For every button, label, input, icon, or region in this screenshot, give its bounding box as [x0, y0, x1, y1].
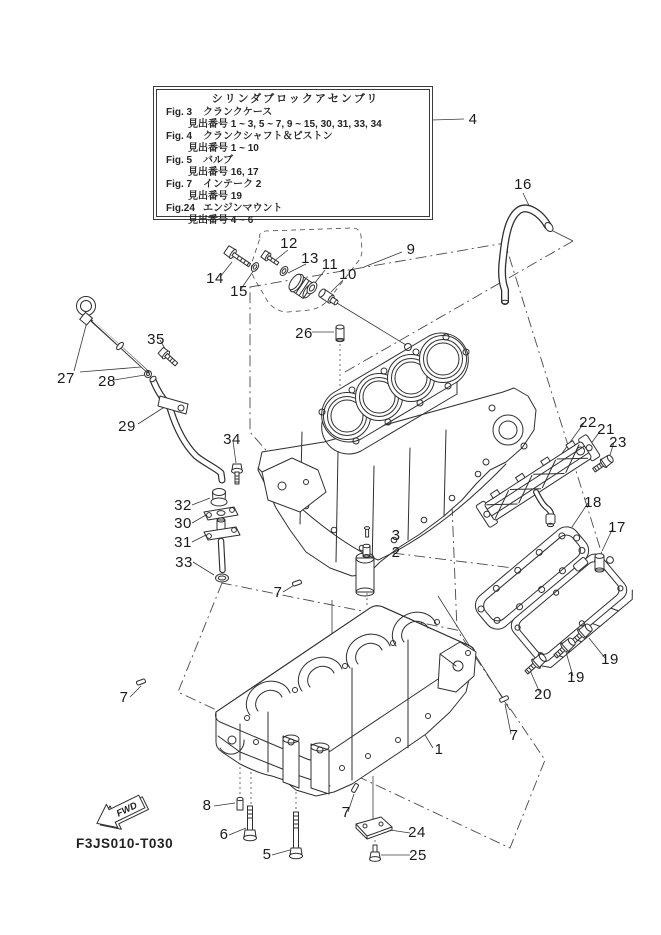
- fig-detail: 見出番号 1 ~ 3, 5 ~ 7, 9 ~ 15, 30, 31, 33, 34: [188, 119, 382, 130]
- info-row: [166, 107, 425, 119]
- washer-13: [279, 265, 290, 277]
- callout-20: 20: [534, 686, 552, 703]
- callout-29: 29: [118, 418, 136, 435]
- bolt-34: [232, 464, 243, 484]
- fig-ref: Fig. 3: [166, 107, 193, 118]
- dipstick-and-tube: [77, 297, 243, 485]
- callout-11: 11: [321, 256, 339, 273]
- bolt-25: [370, 845, 381, 861]
- bolt-35: [158, 347, 180, 368]
- fig-detail: 見出番号 4 ~ 6: [188, 215, 254, 226]
- callout-21: 21: [597, 421, 615, 438]
- callout-23: 23: [609, 434, 627, 451]
- callout-22: 22: [579, 414, 597, 431]
- callout-8: 8: [202, 797, 212, 814]
- fitting-32: [211, 498, 227, 506]
- callout-18: 18: [584, 494, 602, 511]
- fig-detail: 見出番号 1 ~ 10: [188, 143, 259, 154]
- callout-6: 6: [219, 826, 229, 843]
- callout-27: 27: [57, 370, 75, 387]
- fig-ref: Fig.24: [166, 203, 195, 214]
- callout-28: 28: [98, 373, 116, 390]
- callout-26: 26: [295, 325, 313, 342]
- fig-ref: Fig. 7: [166, 179, 193, 190]
- anode-10: [317, 288, 339, 307]
- callout-12: 12: [280, 235, 298, 252]
- callout-34: 34: [223, 431, 241, 448]
- fig-ref: Fig. 5: [166, 155, 193, 166]
- callout-10: 10: [339, 266, 357, 283]
- info-row: [166, 155, 425, 167]
- bolt-14: [223, 245, 252, 269]
- info-box-title: シリンダブロックアセンブリ: [211, 93, 380, 105]
- dowel-26: [336, 325, 344, 342]
- fwd-arrow-label: FWD: [114, 800, 140, 820]
- callout-9: 9: [406, 241, 416, 258]
- callout-17: 17: [608, 519, 626, 536]
- bolt-6: [244, 806, 257, 841]
- callout-7a: 7: [273, 584, 283, 601]
- fig-ref: Fig. 4: [166, 131, 193, 142]
- callout-5: 5: [262, 846, 272, 863]
- assembly-info-box: [153, 86, 433, 226]
- callout-7d: 7: [509, 727, 519, 744]
- oil-pickup-stack: [204, 489, 240, 583]
- callout-2: 2: [391, 544, 401, 561]
- fig-name: インテーク 2: [203, 179, 262, 190]
- callout-19a: 19: [601, 651, 619, 668]
- callout-31: 31: [174, 534, 192, 551]
- fig-name: バルブ: [203, 155, 233, 166]
- crankcase-lower-half: [216, 606, 477, 796]
- info-row: [166, 179, 425, 191]
- callout-14: 14: [206, 270, 224, 287]
- bolt-5: [290, 812, 303, 859]
- callout-35: 35: [147, 331, 165, 348]
- fig-name: クランクケース: [203, 107, 273, 118]
- callout-1: 1: [434, 741, 444, 758]
- callout-4: 4: [468, 111, 478, 128]
- fig-name: エンジンマウント: [203, 203, 283, 214]
- drawing-code: F3JS010-T030: [76, 836, 174, 851]
- callout-19b: 19: [567, 669, 585, 686]
- washer-15: [250, 261, 260, 272]
- callout-15: 15: [230, 283, 248, 300]
- callout-13: 13: [301, 250, 319, 267]
- callout-33: 33: [175, 554, 193, 571]
- fig-detail: 見出番号 16, 17: [188, 167, 259, 178]
- callout-25: 25: [409, 847, 427, 864]
- callout-24: 24: [408, 824, 426, 841]
- callout-7c: 7: [341, 804, 351, 821]
- fwd-arrow-icon: [91, 789, 151, 838]
- callout-3: 3: [391, 527, 401, 544]
- oring-33: [216, 574, 229, 582]
- fig-detail: 見出番号 19: [188, 191, 242, 202]
- callout-7b: 7: [119, 689, 129, 706]
- callout-30: 30: [174, 515, 192, 532]
- info-row: [166, 203, 425, 215]
- info-row: [166, 131, 425, 143]
- callout-16: 16: [514, 176, 532, 193]
- callout-32: 32: [174, 497, 192, 514]
- fig-name: クランクシャフト＆ピストン: [203, 131, 333, 142]
